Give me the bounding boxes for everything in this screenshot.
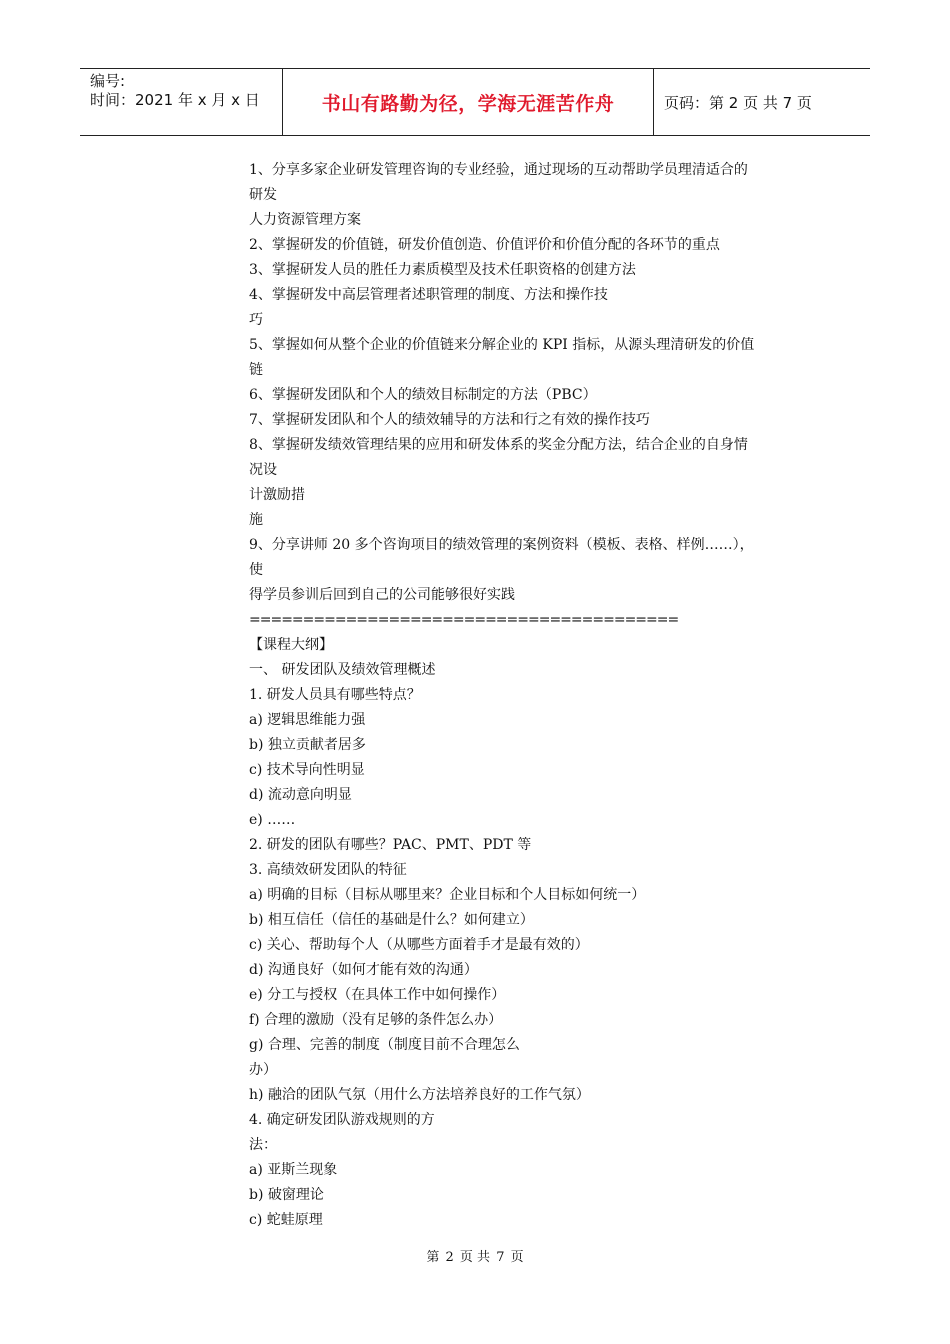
header-page-info: 页码：第 2 页 共 7 页 (664, 93, 812, 112)
text-line: c) 关心、帮助每个人（从哪些方面着手才是最有效的） (249, 937, 589, 953)
text-line: e) 分工与授权（在具体工作中如何操作） (249, 987, 506, 1003)
text-line: c) 蛇蛙原理 (249, 1212, 323, 1228)
motto-text: 书山有路勤为径，学海无涯苦作舟 (321, 92, 615, 115)
text-line: 5、掌握如何从整个企业的价值链来分解企业的 KPI 指标，从源头理清研发的价值 (249, 337, 755, 353)
text-line: 9、分享讲师 20 多个咨询项目的绩效管理的案例资料（模板、表格、样例……）， (249, 537, 754, 553)
text-line: 【课程大纲】 (249, 637, 333, 653)
text-line: 链 (249, 362, 263, 378)
text-line: 4. 确定研发团队游戏规则的方 (249, 1112, 435, 1128)
header-motto-cell (283, 69, 654, 135)
text-line: 得学员参训后回到自己的公司能够很好实践 (249, 587, 515, 603)
text-line: a) 亚斯兰现象 (249, 1162, 338, 1178)
text-line: 2. 研发的团队有哪些？PAC、PMT、PDT 等 (249, 837, 532, 853)
separator-line: ======================================== (249, 612, 679, 628)
page-footer (0, 1246, 950, 1265)
text-line: a) 明确的目标（目标从哪里来？企业目标和个人目标如何统一） (249, 887, 646, 903)
text-line: 使 (249, 562, 263, 578)
text-line: 办） (249, 1062, 277, 1078)
time-line: 时间：2021 年 x 月 x 日 (90, 91, 260, 109)
text-line: d) 沟通良好（如何才能有效的沟通） (249, 962, 478, 978)
text-line: 1、分享多家企业研发管理咨询的专业经验，通过现场的互动帮助学员理清适合的 (249, 162, 748, 178)
text-line: a) 逻辑思维能力强 (249, 712, 366, 728)
text-line: 1. 研发人员具有哪些特点？ (249, 687, 421, 703)
header-meta (80, 69, 283, 135)
text-line: 4、掌握研发中高层管理者述职管理的制度、方法和操作技 (249, 287, 608, 303)
text-line: b) 独立贡献者居多 (249, 737, 366, 753)
footer-total-pages: 7 (496, 1250, 505, 1265)
text-line: h) 融洽的团队气氛（用什么方法培养良好的工作气氛） (249, 1087, 590, 1103)
text-line: 2、掌握研发的价值链，研发价值创造、价值评价和价值分配的各环节的重点 (249, 237, 720, 253)
footer-prefix: 第 (426, 1250, 440, 1265)
text-line: 计激励措 (249, 487, 305, 503)
number-label: 编号: (90, 72, 126, 90)
text-line: 巧 (249, 312, 263, 328)
text-line: b) 破窗理论 (249, 1187, 324, 1203)
text-line: 一、 研发团队及绩效管理概述 (249, 662, 436, 678)
text-line: 6、掌握研发团队和个人的绩效目标制定的方法（PBC） (249, 387, 597, 403)
footer-suffix: 页 (510, 1250, 524, 1265)
page-header (80, 68, 870, 136)
footer-middle: 页 共 (459, 1250, 491, 1265)
text-line: 法： (249, 1137, 277, 1153)
document-body (249, 158, 859, 1233)
text-line: 8、掌握研发绩效管理结果的应用和研发体系的奖金分配方法，结合企业的自身情 (249, 437, 748, 453)
text-line: 7、掌握研发团队和个人的绩效辅导的方法和行之有效的操作技巧 (249, 412, 650, 428)
text-line: 人力资源管理方案 (249, 212, 361, 228)
text-line: 况设 (249, 462, 277, 478)
text-line: e) …… (249, 812, 296, 828)
text-line: f) 合理的激励（没有足够的条件怎么办） (249, 1012, 503, 1028)
text-line: b) 相互信任（信任的基础是什么？如何建立） (249, 912, 534, 928)
text-line: c) 技术导向性明显 (249, 762, 365, 778)
footer-page-number: 2 (445, 1250, 454, 1265)
text-line: g) 合理、完善的制度（制度目前不合理怎么 (249, 1037, 520, 1053)
text-line: d) 流动意向明显 (249, 787, 352, 803)
text-line: 3、掌握研发人员的胜任力素质模型及技术任职资格的创建方法 (249, 262, 636, 278)
text-line: 施 (249, 512, 263, 528)
text-line: 研发 (249, 187, 277, 203)
text-line: 3. 高绩效研发团队的特征 (249, 862, 407, 878)
